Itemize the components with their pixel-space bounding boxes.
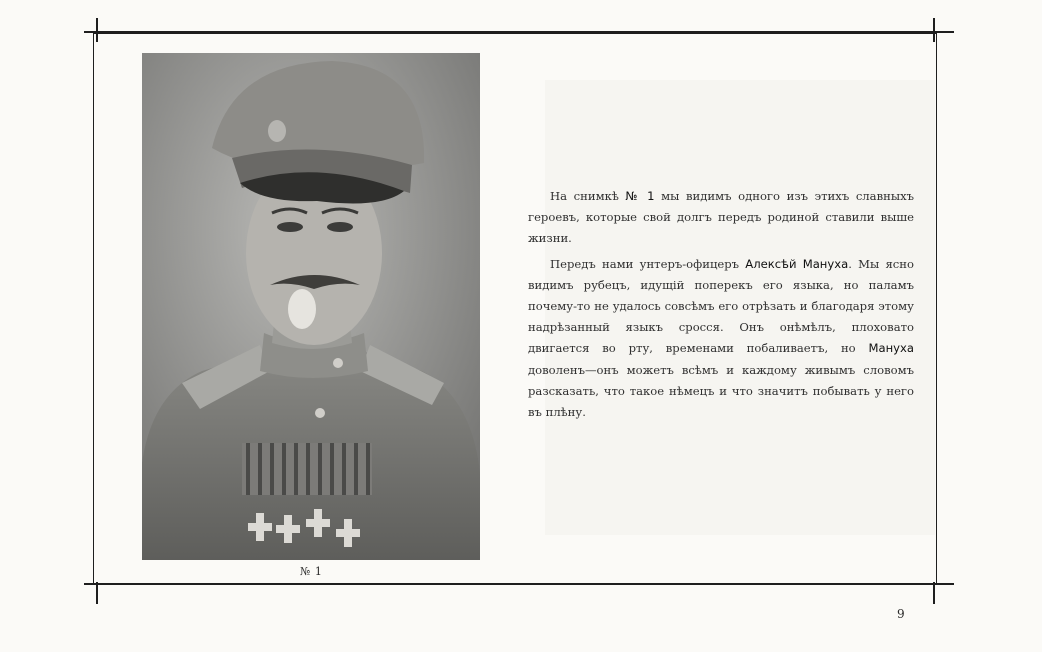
- page-number: 9: [897, 607, 905, 621]
- soldier-portrait-image: [142, 53, 480, 560]
- crop-mark-bottom-right: [933, 582, 935, 604]
- p2-text-b: . Мы ясно видимъ рубецъ, идущій поперекъ его языка, но паламъ почему-то не удалось совсѣмъ его отрѣзать и благодаря этому надрѣзанный языкъ сросся. Онъ онѣмѣлъ, плоховато двигается во рту, временами побаливаетъ, но: [528, 256, 914, 356]
- crop-mark-bottom-left: [96, 582, 98, 604]
- portrait-photo: [142, 53, 480, 560]
- p2-soldier-surname: Мануха: [868, 341, 914, 356]
- p1-text-b: мы видимъ одного изъ этихъ славныхъ героевъ, которые свой долгъ передъ родиной ставили выше жизни.: [528, 189, 914, 246]
- p2-text-a: Передъ нами унтеръ-офицеръ: [550, 256, 746, 271]
- p2-text-c: доволенъ—онъ можетъ всѣмъ и каждому живымъ словомъ разсказать, что такое нѣмецъ и что значитъ побывать у него въ плѣну.: [528, 362, 914, 420]
- paragraph-1: [528, 186, 914, 250]
- figure-caption: № 1: [300, 565, 323, 578]
- p2-soldier-name: Алексѣй Мануха: [745, 256, 849, 271]
- bottom-rule: [84, 583, 954, 585]
- crop-mark-top-right: [933, 18, 935, 42]
- article-text: [528, 186, 914, 427]
- paragraph-2: [528, 254, 914, 424]
- crop-mark-top-left: [96, 18, 98, 42]
- p1-figure-ref: № 1: [625, 189, 655, 203]
- top-rule: [84, 31, 954, 33]
- p1-text-a: На снимкѣ: [550, 189, 626, 203]
